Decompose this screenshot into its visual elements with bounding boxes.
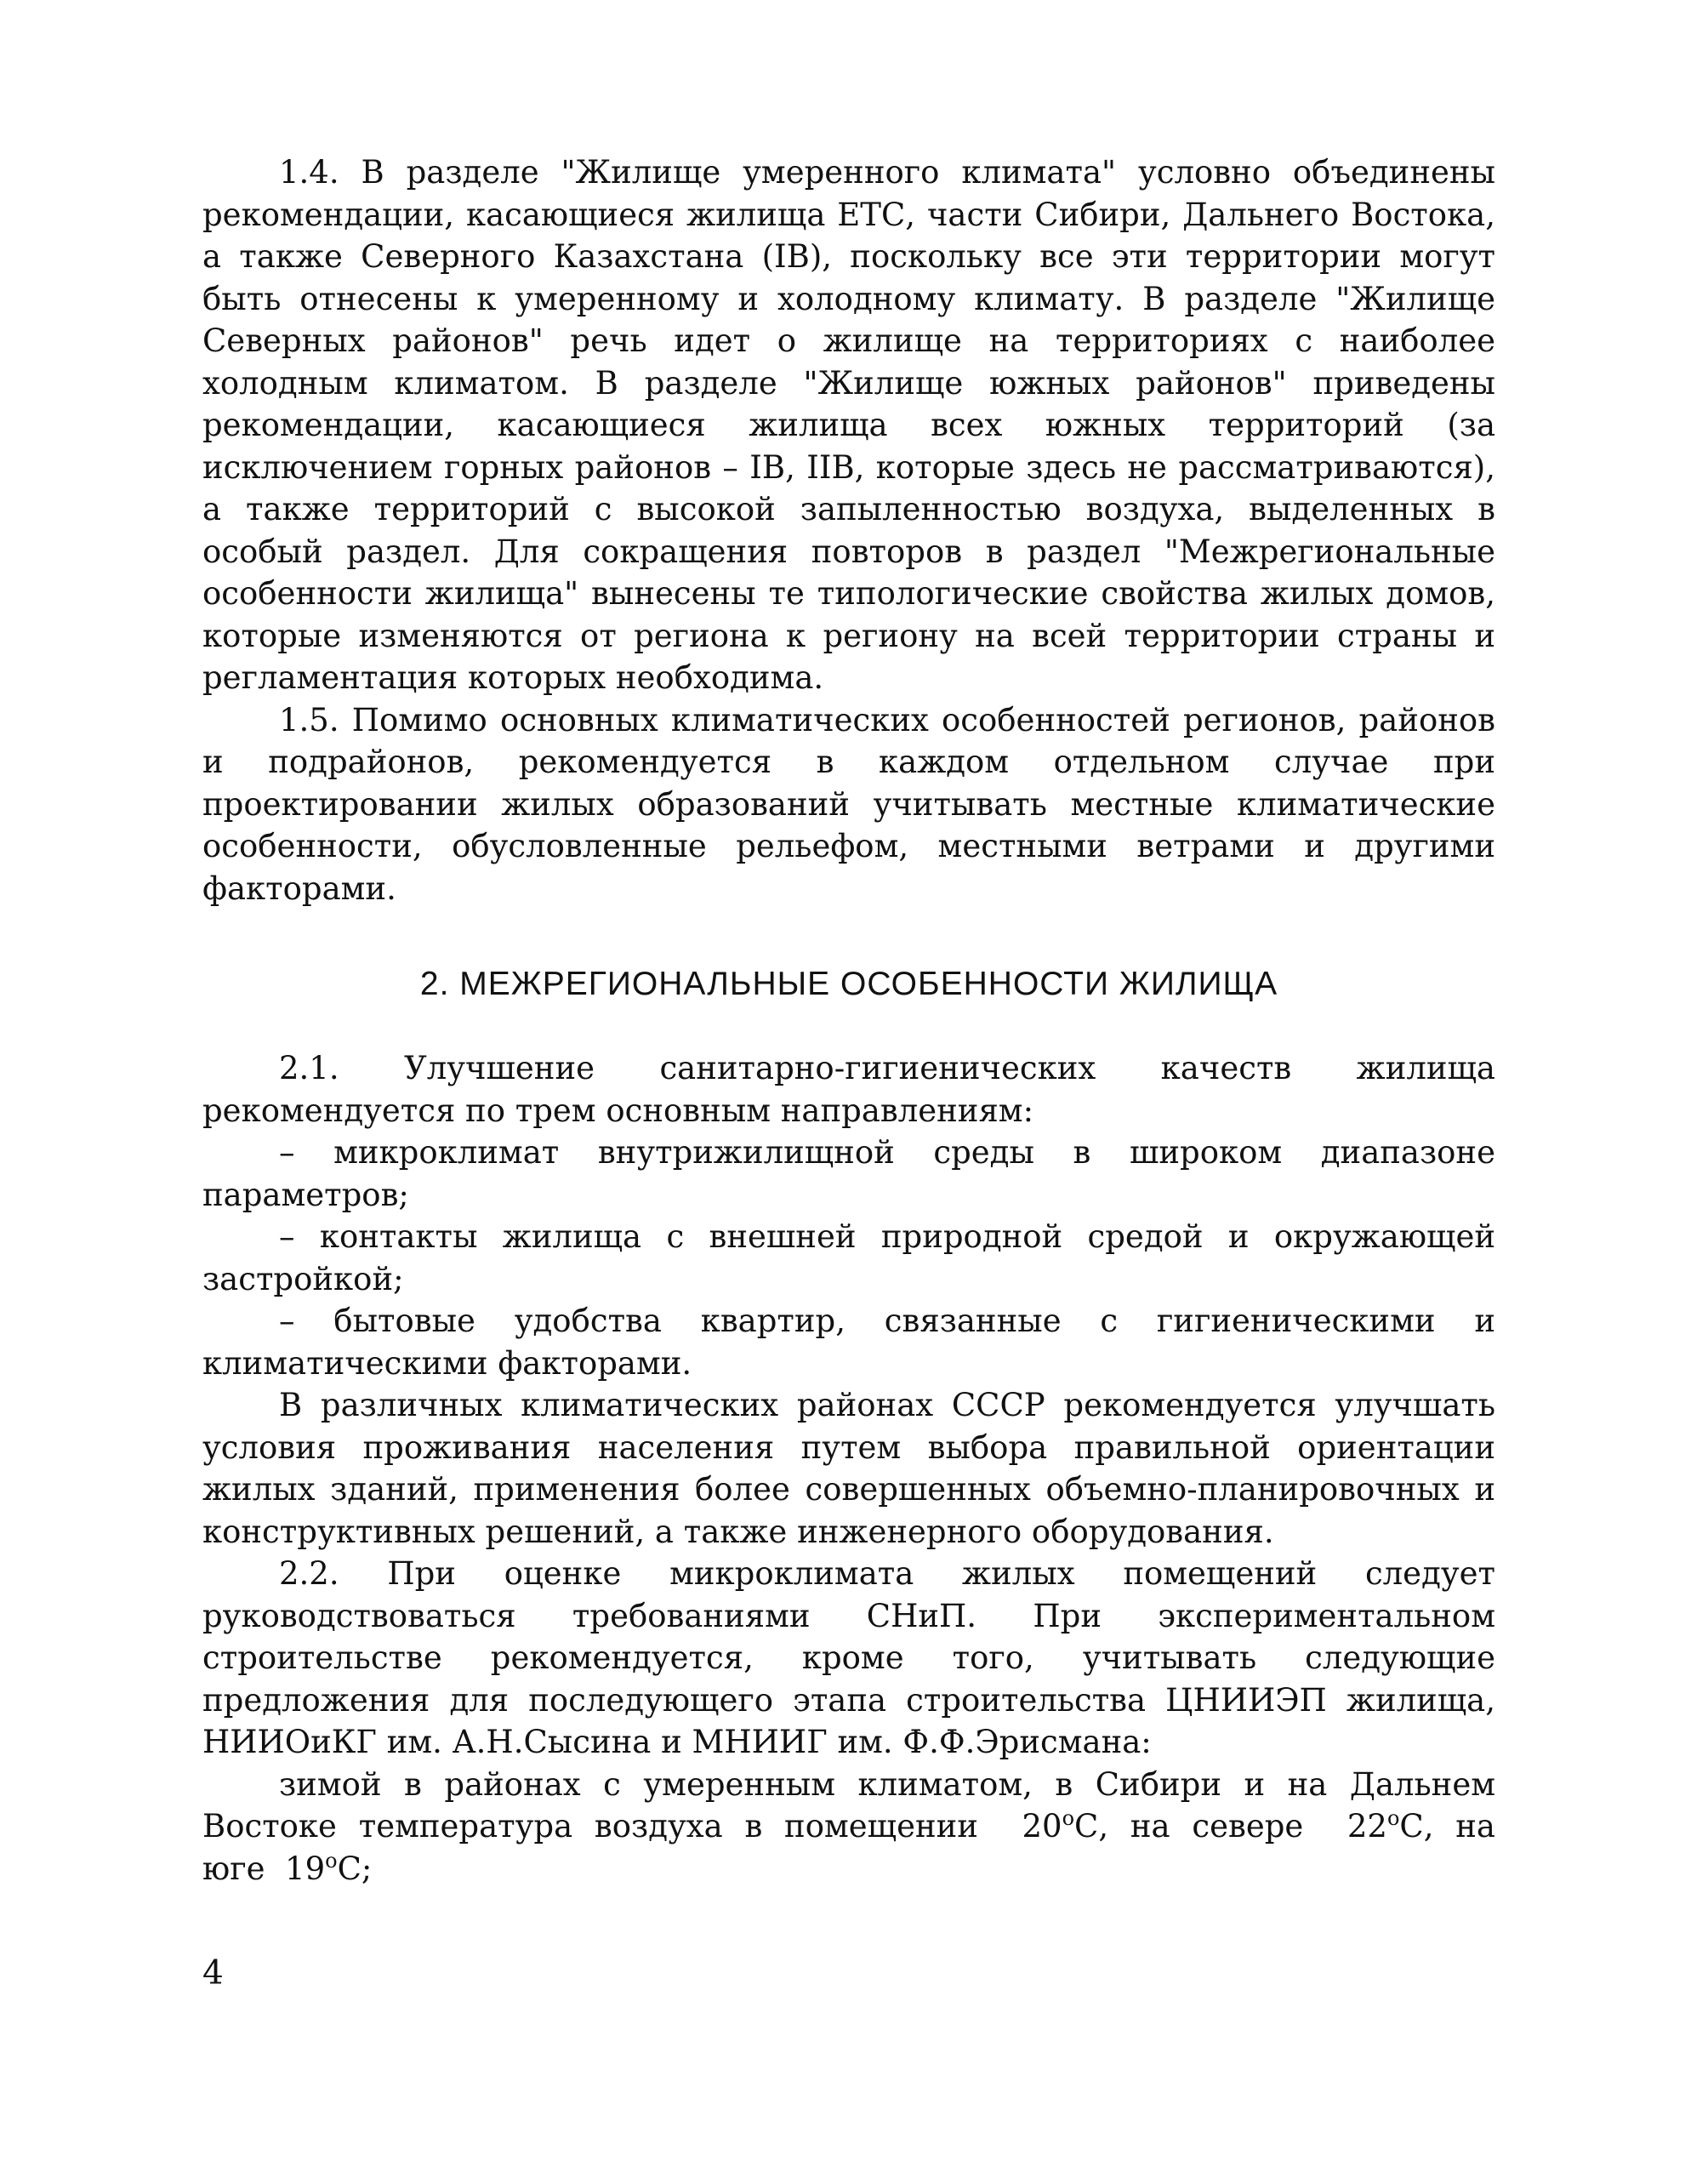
- paragraph-1-4: 1.4. В разделе "Жилище умеренного климата" условно объединены рекомендации, касающиеся жилища ЕТС, части Сибири, Дальнего Востока, а также Северного Казахстана (IВ), поскольку все эти территории могут быть отнесены к умеренному и холодному климату. В разделе "Жилище Северных районов" речь идет о жилище на территориях с наиболее холодным климатом. В разделе "Жилище южных районов" приведены рекомендации, касающиеся жилища всех южных территорий (за исключением горных районов – IВ, IIВ, которые здесь не рассматриваются), а также территорий с высокой запыленностью воздуха, выделенных в особый раздел. Для сокращения повторов в раздел "Межрегиональные особенности жилища" вынесены те типологические свойства жилых домов, которые изменяются от региона к региону на всей территории страны и регламентация которых необходима.: [202, 154, 1495, 696]
- page-number: 4: [202, 1954, 224, 1993]
- unit-celsius: С: [337, 1850, 362, 1887]
- section-heading: 2. МЕЖРЕГИОНАЛЬНЫЕ ОСОБЕННОСТИ ЖИЛИЩА: [419, 966, 1278, 1002]
- winter-lead-text: зимой в районах с умеренным климатом, в Сибири и на Дальнем Востоке температура воздуха в помещении: [202, 1765, 1495, 1845]
- paragraph-climate-regions: В различных климатических районах СССР рекомендуется улучшать условия проживания населения путем выбора правильной ориентации жилых зданий, применения более совершенных объемно-планировочных и конструктивных решений, а также инженерного оборудования.: [202, 1387, 1495, 1550]
- south-text: на юге: [202, 1808, 1495, 1887]
- north-text: на севере: [1130, 1808, 1304, 1845]
- list-item-microclimate: – микроклимат внутрижилищной среды в широком диапазоне параметров;: [202, 1134, 1495, 1213]
- page-body: [202, 151, 1495, 1890]
- degree-mark: о: [325, 1848, 338, 1873]
- paragraph-1-5: 1.5. Помимо основных климатических особенностей регионов, районов и подрайонов, рекомендуется в каждом отдельном случае при проектировании жилых образований учитывать местные климатические особенности, обусловленные рельефом, местными ветрами и другими факторами.: [202, 701, 1495, 907]
- paragraph-2-1: 2.1. Улучшение санитарно-гигиенических качеств жилища рекомендуется по трем основным направлениям:: [202, 1050, 1495, 1129]
- unit-celsius: С: [1399, 1808, 1424, 1845]
- temperate-value: 20: [1022, 1808, 1062, 1845]
- degree-mark: о: [1062, 1806, 1075, 1830]
- south-value: 19: [285, 1850, 326, 1887]
- north-value: 22: [1346, 1808, 1387, 1845]
- list-item-contacts: – контакты жилища с внешней природной средой и окружающей застройкой;: [202, 1218, 1495, 1297]
- degree-mark: о: [1386, 1806, 1400, 1830]
- unit-celsius: С: [1074, 1808, 1099, 1845]
- list-item-amenities: – бытовые удобства квартир, связанные с гигиеническими и климатическими факторами.: [202, 1303, 1495, 1382]
- paragraph-winter-temperatures: зимой в районах с умеренным климатом, в Сибири и на Дальнем Востоке температура воздуха в помещении $20^оС$, на севере $22^оС$, на юге $19^оС$;: [202, 1765, 1495, 1887]
- paragraph-2-2: 2.2. При оценке микроклимата жилых помещений следует руководствоваться требованиями СНиП. При экспериментальном строительстве рекомендуется, кроме того, учитывать следующие предложения для последующего этапа строительства ЦНИИЭП жилища, НИИОиКГ им. А.Н.Сысина и МНИИГ им. Ф.Ф.Эрисмана:: [202, 1555, 1495, 1760]
